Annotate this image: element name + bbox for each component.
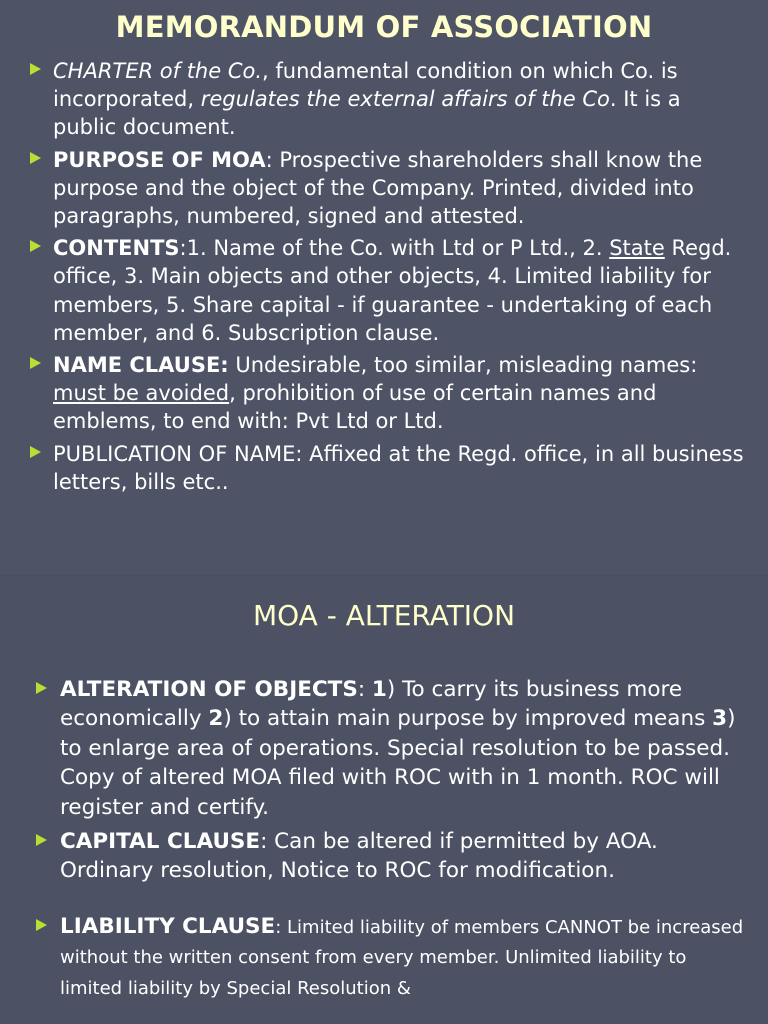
bullet-text: :1. Name of the Co. with Ltd or P Ltd., 2. [179,236,610,261]
bullet-list [28,57,748,500]
bullet-heading: CAPITAL CLAUSE [60,829,261,855]
bullet-capital-clause [34,827,750,886]
bullet-number: 3 [712,706,728,732]
bullet-text: : Limited liability of members CANNOT be increased without the written consent from every member. Unlimited liability to limited liability by Special Resolution & [60,916,744,999]
slide-title: MOA - ALTERATION [252,599,516,632]
bullet-text: : [357,677,372,702]
bullet-charter [28,57,748,142]
bullet-text-underlined: State [609,236,665,261]
bullet-number: 2 [208,706,224,732]
bullet-publication [28,440,748,496]
triangle-bullet-icon [30,357,41,369]
triangle-bullet-icon [36,682,47,694]
slide-alteration [0,577,768,1024]
triangle-bullet-icon [36,834,47,846]
triangle-bullet-icon [30,240,41,252]
bullet-text: . It is a public document. [53,87,681,140]
bullet-text: PUBLICATION OF NAME: Affixed at the Regd. office, in all business letters, bills etc.. [53,441,744,494]
bullet-contents [28,234,748,347]
triangle-bullet-icon [36,919,47,931]
bullet-name-clause [28,351,748,436]
bullet-number: 1 [371,677,387,702]
slide-title: MEMORANDUM OF ASSOCIATION [115,10,653,44]
triangle-bullet-icon [30,63,41,75]
bullet-text-italic: regulates the external affairs of the Co [200,87,610,112]
bullet-text: , fundamental condition on which Co. is incorporated, [53,59,678,112]
bullet-heading: CONTENTS [53,236,180,261]
bullet-text: : Prospective shareholders shall know the purpose and the object of the Company. Printed, divided into paragraphs, numbered, signed and attested. [53,147,703,229]
bullet-heading: ALTERATION OF OBJECTS [60,677,358,702]
bullet-heading: LIABILITY CLAUSE [60,913,276,939]
bullet-text: ) to attain main purpose by improved means [223,706,713,732]
bullet-heading: PURPOSE OF MOA [53,147,266,172]
bullet-heading: NAME CLAUSE: [53,353,229,378]
bullet-text: Undesirable, too similar, misleading names: [228,353,698,378]
bullet-text-underlined: must be avoided [53,381,230,406]
bullet-liability-clause [34,912,750,1003]
bullet-text: , prohibition of use of certain names and emblems, to end with: Pvt Ltd or Ltd. [53,381,657,434]
bullet-text-italic: CHARTER of the Co. [53,59,263,83]
bullet-list [34,675,750,1008]
bullet-text: Regd. office, 3. Main objects and other objects, 4. Limited liability for members, 5. Share capital - if guarantee - undertaking of each member, and 6. Subscription clause. [53,236,732,345]
triangle-bullet-icon [30,446,41,458]
bullet-purpose [28,146,748,231]
bullet-alteration-objects [34,675,750,822]
triangle-bullet-icon [30,152,41,164]
bullet-text: : Can be altered if permitted by AOA. Ordinary resolution, Notice to ROC for modification. [60,829,658,884]
bullet-text: ) to enlarge area of operations. Special resolution to be passed. Copy of altered MOA filed with ROC with in 1 month. ROC will register and certify. [60,706,736,820]
bullet-text: ) To carry its business more economically [60,677,683,732]
